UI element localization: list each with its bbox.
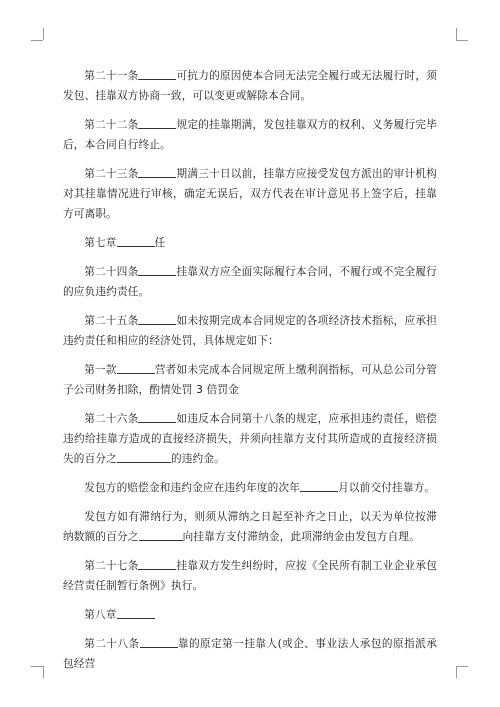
article-label: 第二十三条 xyxy=(84,168,139,180)
clause-label: 第一款 xyxy=(84,364,117,376)
blank-line xyxy=(117,234,155,247)
article-label: 第二十一条 xyxy=(84,70,139,82)
blank-line xyxy=(300,479,338,492)
blank-line xyxy=(138,165,176,178)
blank-line xyxy=(138,67,176,80)
crop-mark-top-right xyxy=(456,28,470,42)
paragraph-text: 发包方的赔偿金和违约金应在违约年度的次年 xyxy=(84,482,301,494)
crop-mark-bottom-left xyxy=(30,666,44,680)
article-22 xyxy=(63,115,437,155)
article-text: 如未按期完成本合同规定的各项经济技术指标，应承担违约责任和相应的经济处罚，具体规定如下： xyxy=(63,315,437,347)
blank-line xyxy=(138,116,176,129)
clause-text: 营者如未完成本合同规定所上缴利润指标，可从总公司分管子公司财务扣除，酌情处罚 3 倍罚金 xyxy=(63,364,437,396)
article-text: 规定的挂靠期满，发包挂靠双方的权利、义务履行完毕后，本合同自行终止。 xyxy=(63,119,437,151)
article-label: 第二十二条 xyxy=(84,119,139,131)
blank-line xyxy=(139,528,183,541)
article-label: 第二十五条 xyxy=(84,315,139,327)
article-text: 靠的原定第一挂靠人(或企、事业法人承包的原指派承包经营 xyxy=(63,638,437,670)
paragraph-text-end: 月以前交付挂靠方。 xyxy=(338,482,436,494)
blank-line xyxy=(138,263,176,276)
article-label: 第二十六条 xyxy=(84,413,139,425)
clause-1 xyxy=(63,360,437,400)
chapter-8-heading xyxy=(63,605,437,625)
blank-line xyxy=(117,450,139,463)
article-28 xyxy=(63,634,437,674)
article-label: 第二十四条 xyxy=(84,266,139,278)
blank-line xyxy=(139,450,171,463)
crop-mark-bottom-right xyxy=(456,666,470,680)
article-24 xyxy=(63,262,437,302)
blank-line xyxy=(138,312,176,325)
crop-mark-top-left xyxy=(30,28,44,42)
blank-line xyxy=(138,557,176,570)
late-payment-clause xyxy=(63,507,437,547)
blank-line xyxy=(117,606,155,619)
article-text: 挂靠双方发生纠纷时，应按《全民所有制工业企业承包经营责任制暂行条例》执行。 xyxy=(63,560,437,592)
blank-line xyxy=(117,361,155,374)
document-body xyxy=(63,66,437,683)
article-text: 期满三十日以前，挂靠方应接受发包方派出的审计机构对其挂靠情况进行审核，确定无误后，双方代表在审计意见书上签字后，挂靠方可离职。 xyxy=(63,168,437,220)
article-21 xyxy=(63,66,437,106)
article-25 xyxy=(63,311,437,351)
article-text: 可抗力的原因使本合同无法完全履行或无法履行时，须发包、挂靠双方协商一致，可以变更或解除本合同。 xyxy=(63,70,437,102)
article-text: 如违反本合同第十八条的规定，应承担违约责任，赔偿违约给挂靠方造成的直接经济损失，并须向挂靠方支付其所造成的直接经济损失的百分之 xyxy=(63,413,437,465)
article-text-end: 的违约金。 xyxy=(170,453,225,465)
paragraph-text-end: 向挂靠方支付滞纳金，此项滞纳金由发包方自理。 xyxy=(182,531,421,543)
blank-line xyxy=(138,410,176,423)
article-26 xyxy=(63,409,437,469)
chapter-label: 第七章 xyxy=(84,237,117,249)
blank-line xyxy=(140,635,178,648)
article-23 xyxy=(63,164,437,224)
chapter-7-heading xyxy=(63,233,437,253)
chapter-text: 任 xyxy=(154,237,166,249)
article-label: 第二十八条 xyxy=(84,638,140,650)
paragraph-text: 发包方如有滞纳行为，则须从滞纳之日起至补齐之日止，以天为单位按滞纳数额的百分之 xyxy=(63,511,437,543)
article-label: 第二十七条 xyxy=(84,560,139,572)
compensation-deadline xyxy=(63,478,437,498)
article-text: 挂靠双方应全面实际履行本合同，不履行或不完全履行的应负违约责任。 xyxy=(63,266,437,298)
article-27 xyxy=(63,556,437,596)
chapter-label: 第八章 xyxy=(84,609,117,621)
